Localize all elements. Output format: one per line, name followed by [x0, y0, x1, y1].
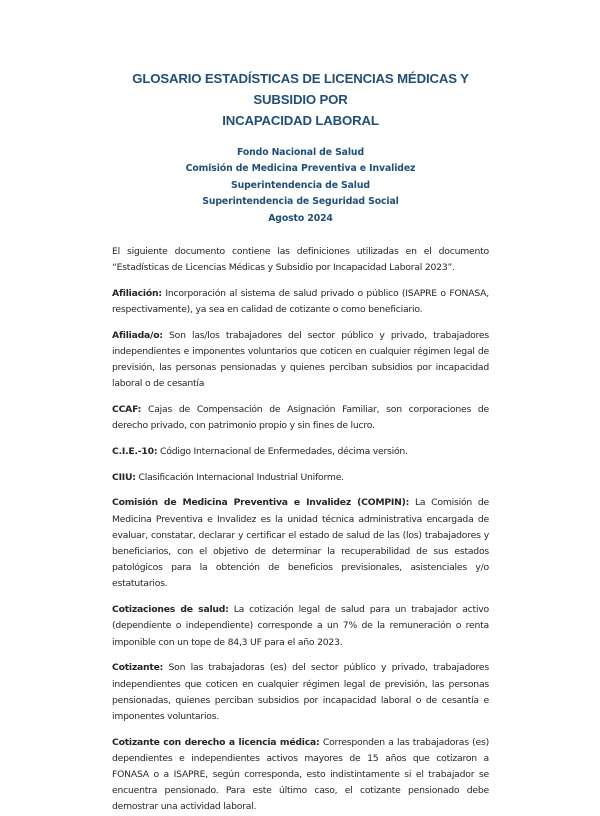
publication-date: Agosto 2024: [268, 212, 333, 224]
institution-list: [112, 145, 489, 227]
glossary-definition: Son las trabajadoras (es) del sector público y privado, trabajadores independientes que coticen en cualquier régimen legal de previsión, las personas pensionadas, quienes perciban subsidios por incapacidad laboral o de cesantía e imponentes voluntarios.: [112, 662, 489, 722]
glossary-definition: La cotización legal de salud para un trabajador activo (dependiente o independiente) corresponde a un 7% de la remuneración o renta imponible con un tope de 84,3 UF para el año 2023.: [112, 604, 489, 648]
glossary-entry-afiliada-o: [112, 328, 489, 393]
glossary-entry-cotizante: [112, 660, 489, 725]
page-title-line-2: INCAPACIDAD LABORAL: [222, 113, 379, 128]
glossary-entry-compin: [112, 495, 489, 592]
glossary-entry-afiliacion: [112, 286, 489, 318]
institution-superintendencia-seguridad-social: Superintendencia de Seguridad Social: [202, 196, 399, 208]
glossary-term: C.I.E.-10:: [112, 446, 158, 458]
glossary-entry-ccaf: [112, 402, 489, 434]
intro-text: El siguiente documento contiene las definiciones utilizadas en el documento “Estadísticas de Licencias Médicas y Subsidio por Incapacidad Laboral 2023”.: [112, 246, 489, 274]
glossary-definition: Código Internacional de Enfermedades, décima versión.: [157, 446, 408, 458]
glossary-entry-cie-10: [112, 444, 489, 460]
glossary-entry-cotizaciones-de-salud: [112, 602, 489, 651]
glossary-definition: Son las/los trabajadores del sector público y privado, trabajadores independientes e imponentes voluntarios que coticen en cualquier régimen legal de previsión, las personas pensionadas y quienes perciban subsidios por incapacidad laboral o de cesantía: [112, 329, 489, 390]
glossary-term: CCAF:: [112, 404, 142, 416]
glossary-definition: Clasificación Internacional Industrial Uniforme.: [135, 471, 344, 483]
glossary-term: Cotizante:: [112, 662, 164, 674]
glossary-term: Afiliación:: [112, 287, 162, 299]
institution-fonasa: Fondo Nacional de Salud: [236, 147, 365, 158]
glossary-term: CIIU:: [112, 471, 136, 483]
page-title: [112, 0, 489, 131]
glossary-term: Cotizante con derecho a licencia médica:: [112, 736, 320, 748]
glossary-definition: Corresponden a las trabajadoras (es) dependientes e independientes activos mayores de 15 años que cotizaron a FONASA o a ISAPRE, según corresponda, esto indistintamente si el trabajador se encuentra pensionado. Para este último caso, el cotizante pensionado debe demostrar una actividad laboral.: [112, 736, 489, 813]
document-content-column: [112, 0, 489, 816]
glossary-definition: Cajas de Compensación de Asignación Familiar, son corporaciones de derecho privado, con patrimonio propio y sin fines de lucro.: [112, 404, 489, 432]
institution-compin: Comisión de Medicina Preventiva e Invalidez: [185, 163, 416, 175]
intro-paragraph: [112, 244, 489, 276]
glossary-body: [112, 244, 489, 816]
glossary-definition: La Comisión de Medicina Preventiva e Invalidez es la unidad técnica administrativa encargada de evaluar, constatar, declarar y certificar el estado de salud de las (los) trabajadores y beneficiarios, con el objetivo de determinar la recuperabilidad de sus estados patológicos para la obtención de beneficios previsionales, asistenciales y/o estatutarios.: [112, 497, 489, 590]
glossary-entry-cotizante-con-derecho-a-licencia-medica: [112, 735, 489, 816]
institution-superintendencia-salud: Superintendencia de Salud: [231, 179, 370, 191]
glossary-term: Afiliada/o:: [112, 329, 163, 341]
glossary-definition: Incorporación al sistema de salud privado o público (ISAPRE o FONASA, respectivamente), ya sea en calidad de cotizante o como beneficiario.: [112, 287, 489, 316]
glossary-entry-ciiu: [112, 470, 489, 486]
glossary-term: Cotizaciones de salud:: [112, 604, 229, 616]
glossary-term: Comisión de Medicina Preventiva e Invalidez (COMPIN):: [112, 497, 410, 509]
page-title-line-1: GLOSARIO ESTADÍSTICAS DE LICENCIAS MÉDICAS Y SUBSIDIO POR: [132, 71, 469, 107]
